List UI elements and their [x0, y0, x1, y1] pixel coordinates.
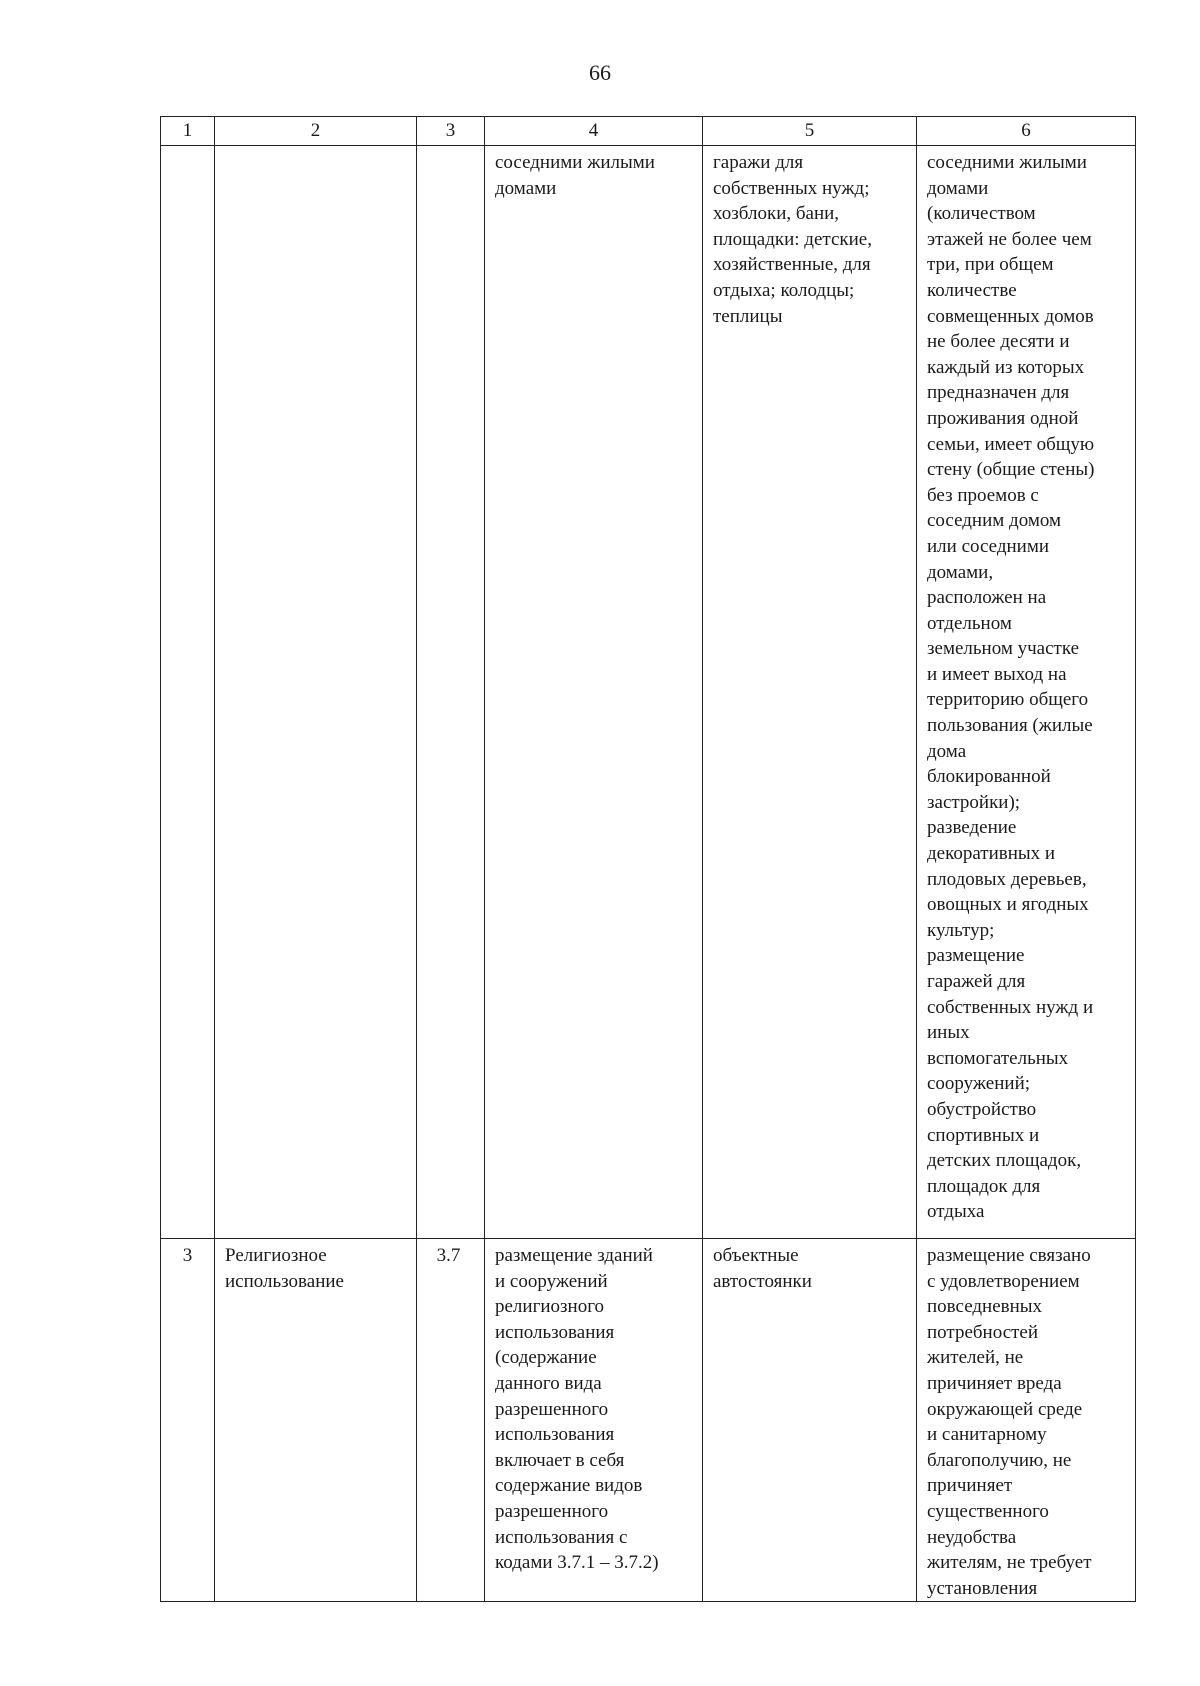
use-code-cell	[417, 146, 485, 1239]
use-name	[215, 146, 416, 150]
header-cell-3: 3	[417, 117, 485, 146]
use-code	[417, 146, 484, 150]
use-description: соседними жилыми домами	[495, 152, 655, 199]
use-code-cell	[417, 1239, 485, 1602]
use-name-cell	[215, 146, 417, 1239]
use-name: Религиозное использование	[225, 1245, 344, 1292]
use-code: 3.7	[436, 1245, 461, 1266]
row-number	[161, 146, 214, 150]
conditions: размещение связано с удовлетворением повседневных потребностей жителей, не причиняет вреда окружающей среде и санитарному благополучию, не причиняет существенного неудобства жителям, не требует установления	[927, 1245, 1092, 1599]
auxiliary-use: объектные автостоянки	[713, 1245, 812, 1292]
use-description: размещение зданий и сооружений религиозного использования (содержание данного вида разрешенного использования включает в себя содержание видов разрешенного использования с кодами 3.7.1 – 3.7.2)	[495, 1245, 659, 1574]
header-cell-2: 2	[215, 117, 417, 146]
page-number: 66	[589, 60, 611, 85]
auxiliary-use-cell	[703, 1239, 917, 1602]
conditions-cell	[917, 146, 1136, 1239]
auxiliary-use-cell	[703, 146, 917, 1239]
zoning-table	[160, 116, 1136, 1602]
table-row	[161, 1239, 1136, 1602]
use-description-cell	[485, 1239, 703, 1602]
header-cell-5: 5	[703, 117, 917, 146]
conditions-cell	[917, 1239, 1136, 1602]
row-number-cell	[161, 146, 215, 1239]
row-number: 3	[182, 1245, 193, 1266]
header-cell-1: 1	[161, 117, 215, 146]
conditions: соседними жилыми домами (количеством этажей не более чем три, при общем количестве совмещенных домов не более десяти и каждый из которых предназначен для проживания одной семьи, имеет общую стену (общие стены) без проемов с соседним домом или соседними домами, расположен на отдельном земельном участке и имеет выход на территорию общего пользования (жилые дома блокированной застройки); разведение декоративных и плодовых деревьев, овощных и ягодных культур; размещение гаражей для собственных нужд и иных вспомогательных сооружений; обустройство спортивных и детских площадок, площадок для отдыха	[927, 152, 1095, 1223]
use-name-cell	[215, 1239, 417, 1602]
use-description-cell	[485, 146, 703, 1239]
header-cell-6: 6	[917, 117, 1136, 146]
auxiliary-use: гаражи для собственных нужд; хозблоки, бани, площадки: детские, хозяйственные, для отдыха; колодцы; теплицы	[713, 152, 872, 327]
header-row	[161, 117, 1136, 146]
row-number-cell	[161, 1239, 215, 1602]
header-cell-4: 4	[485, 117, 703, 146]
table-row	[161, 146, 1136, 1239]
